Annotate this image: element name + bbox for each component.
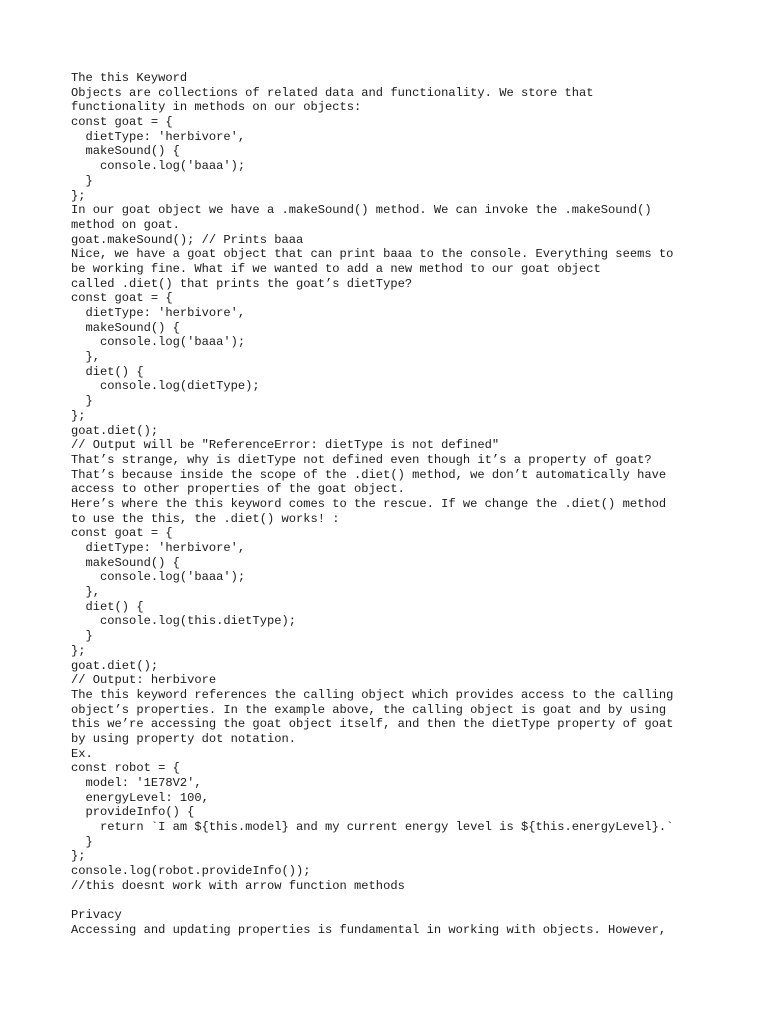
text-line: object’s properties. In the example above, the calling object is goat and by using <box>71 702 667 717</box>
text-line: The this Keyword <box>71 71 188 85</box>
text-line: access to other properties of the goat object. <box>71 482 405 497</box>
text-line: // Output will be "ReferenceError: dietType is not defined" <box>71 438 500 453</box>
text-line: } <box>71 834 93 849</box>
text-line <box>71 894 711 909</box>
text-line: const goat = { <box>71 526 173 541</box>
text-line: console.log(this.dietType); <box>71 614 296 629</box>
text-line: goat.makeSound(); // Prints baaa <box>71 232 304 247</box>
text-line: Accessing and updating properties is fundamental in working with objects. However, <box>71 922 667 937</box>
text-line: goat.diet(); <box>71 658 159 673</box>
text-line: functionality in methods on our objects: <box>71 100 362 115</box>
text-line: called .diet() that prints the goat’s dietType? <box>71 276 413 291</box>
text-line: console.log('baaa'); <box>71 159 246 174</box>
text-line: Here’s where the this keyword comes to the rescue. If we change the .diet() method <box>71 496 667 511</box>
text-line: const goat = { <box>71 115 173 130</box>
text-line: } <box>71 629 93 644</box>
text-line: That’s because inside the scope of the .diet() method, we don’t automatically have <box>71 467 667 482</box>
text-line: That’s strange, why is dietType not defined even though it’s a property of goat? <box>71 452 652 467</box>
text-line: dietType: 'herbivore', <box>71 129 246 144</box>
text-line: Objects are collections of related data and functionality. We store that <box>71 85 594 100</box>
text-line: by using property dot notation. <box>71 731 296 746</box>
text-line: model: '1E78V2', <box>71 776 202 790</box>
text-line: dietType: 'herbivore', <box>71 541 246 555</box>
text-line: console.log(robot.provideInfo()); <box>71 864 311 879</box>
text-line: }, <box>71 585 101 600</box>
text-line: The this keyword references the calling object which provides access to the calling <box>71 687 674 702</box>
text-line: console.log('baaa'); <box>71 335 246 350</box>
text-line: }; <box>71 408 86 423</box>
text-line: dietType: 'herbivore', <box>71 306 246 320</box>
text-line: method on goat. <box>71 217 180 232</box>
text-line: return `I am ${this.model} and my current energy level is ${this.energyLevel}.` <box>71 820 674 835</box>
text-line: Privacy <box>71 908 122 923</box>
text-line: } <box>71 394 93 409</box>
text-line: In our goat object we have a .makeSound() method. We can invoke the .makeSound() <box>71 203 652 218</box>
text-line: // Output: herbivore <box>71 673 217 688</box>
text-line: makeSound() { <box>71 555 180 570</box>
text-line: Ex. <box>71 746 93 761</box>
text-line: makeSound() { <box>71 320 180 335</box>
text-line: energyLevel: 100, <box>71 790 209 805</box>
text-line: console.log(dietType); <box>71 379 260 394</box>
document-page <box>71 71 711 938</box>
text-line: const robot = { <box>71 761 180 776</box>
text-line: }; <box>71 643 86 658</box>
text-line: }, <box>71 350 101 365</box>
text-line: this we’re accessing the goat object itself, and then the dietType property of goat <box>71 717 674 732</box>
text-line: be working fine. What if we wanted to add a new method to our goat object <box>71 261 601 276</box>
text-line: }; <box>71 188 86 203</box>
text-line: console.log('baaa'); <box>71 570 246 585</box>
text-line: diet() { <box>71 364 144 379</box>
text-line: provideInfo() { <box>71 805 195 820</box>
text-line: diet() { <box>71 599 144 614</box>
text-line: Nice, we have a goat object that can print baaa to the console. Everything seems to <box>71 247 674 262</box>
text-line: makeSound() { <box>71 144 180 159</box>
text-line: } <box>71 173 93 188</box>
text-line: //this doesnt work with arrow function methods <box>71 878 405 893</box>
text-line: to use the this, the .diet() works! : <box>71 511 340 526</box>
text-line: }; <box>71 849 86 864</box>
text-line: const goat = { <box>71 291 173 306</box>
text-line: goat.diet(); <box>71 423 159 438</box>
